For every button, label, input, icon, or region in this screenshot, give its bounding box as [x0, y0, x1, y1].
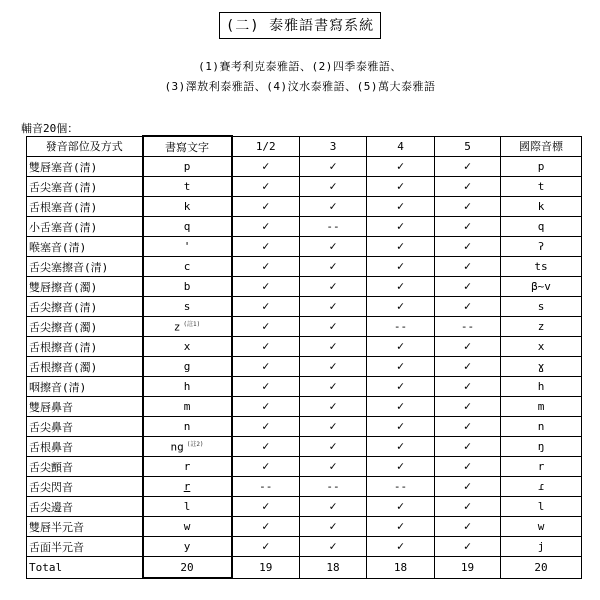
check-icon [435, 257, 501, 277]
check-icon: ✓ [329, 539, 337, 553]
writing-letter: ng [170, 440, 184, 454]
check-icon: ✓ [262, 399, 270, 413]
header-dialect-1-2: 1/2 [232, 136, 300, 157]
header-ipa: 國際音標 [501, 136, 582, 157]
table-row [27, 517, 582, 537]
articulation-cell: 喉塞音(清) [27, 237, 143, 257]
articulation-cell: 舌根擦音(清) [27, 337, 143, 357]
table-row [27, 377, 582, 397]
consonant-table [26, 135, 582, 579]
check-icon [232, 317, 300, 337]
table-row [27, 397, 582, 417]
articulation-cell: 舌尖鼻音 [27, 417, 143, 437]
table-row [27, 217, 582, 237]
check-icon: ✓ [396, 499, 405, 513]
check-icon [300, 237, 367, 257]
articulation-cell: 舌根擦音(濁) [27, 357, 143, 377]
check-icon [232, 377, 300, 397]
check-icon: ✓ [329, 399, 337, 413]
check-icon: ✓ [329, 319, 337, 333]
footnote-marker: (註1) [183, 321, 201, 329]
check-icon: ✓ [329, 159, 337, 173]
check-icon [300, 497, 367, 517]
table-row [27, 237, 582, 257]
check-icon [300, 337, 367, 357]
writing-cell [143, 157, 232, 177]
writing-letter: b [183, 280, 191, 293]
dash-mark: -- [435, 317, 501, 337]
articulation-cell: 舌尖邊音 [27, 497, 143, 517]
check-icon: ✓ [396, 439, 405, 453]
check-icon [232, 437, 300, 457]
check-icon [435, 357, 501, 377]
check-icon [367, 397, 435, 417]
page-title: (二) 泰雅語書寫系統 [219, 12, 381, 39]
check-icon: ✓ [396, 459, 405, 473]
ipa-cell: h [501, 377, 582, 397]
check-icon [435, 437, 501, 457]
table-row [27, 177, 582, 197]
check-icon: ✓ [262, 499, 270, 513]
writing-cell [143, 537, 232, 557]
ipa-cell: s [501, 297, 582, 317]
articulation-cell: 雙唇半元音 [27, 517, 143, 537]
check-icon [300, 317, 367, 337]
check-icon: ✓ [396, 379, 405, 393]
check-icon: ✓ [396, 539, 405, 553]
ipa-cell: ts [501, 257, 582, 277]
check-icon [232, 337, 300, 357]
check-icon [232, 457, 300, 477]
articulation-cell: 咽擦音(清) [27, 377, 143, 397]
writing-letter: q [183, 220, 191, 233]
articulation-cell: 小舌塞音(清) [27, 217, 143, 237]
articulation-cell: 舌尖塞音(清) [27, 177, 143, 197]
title-block [0, 12, 600, 39]
check-icon: ✓ [463, 519, 472, 533]
check-icon [367, 277, 435, 297]
check-icon [367, 197, 435, 217]
writing-letter: r [183, 460, 191, 473]
check-icon: ✓ [329, 499, 337, 513]
writing-cell [143, 417, 232, 437]
header-dialect-4: 4 [367, 136, 435, 157]
check-icon [435, 197, 501, 217]
check-icon [367, 157, 435, 177]
check-icon [367, 297, 435, 317]
check-icon: ✓ [396, 399, 405, 413]
writing-letter: l [183, 500, 191, 513]
writing-letter: k [183, 200, 191, 213]
header-dialect-3: 3 [300, 136, 367, 157]
articulation-cell: 舌尖塞擦音(清) [27, 257, 143, 277]
check-icon: ✓ [463, 279, 472, 293]
check-icon [367, 237, 435, 257]
check-icon [435, 477, 501, 497]
articulation-cell: 雙唇鼻音 [27, 397, 143, 417]
check-icon: ✓ [396, 159, 405, 173]
check-icon [232, 357, 300, 377]
check-icon [300, 537, 367, 557]
articulation-cell: 舌尖擦音(濁) [27, 317, 143, 337]
check-icon [435, 497, 501, 517]
check-icon: ✓ [329, 379, 337, 393]
writing-letter: n [183, 420, 191, 433]
check-icon [232, 537, 300, 557]
check-icon [232, 217, 300, 237]
dash-mark: -- [367, 317, 435, 337]
check-icon [435, 517, 501, 537]
check-icon [300, 297, 367, 317]
writing-cell [143, 217, 232, 237]
writing-letter: s [183, 300, 191, 313]
check-icon [232, 237, 300, 257]
writing-letter: c [183, 260, 191, 273]
table-row [27, 417, 582, 437]
writing-cell [143, 257, 232, 277]
check-icon: ✓ [262, 359, 270, 373]
writing-cell [143, 477, 232, 497]
ipa-cell: ŋ [501, 437, 582, 457]
writing-cell [143, 437, 232, 457]
check-icon [232, 257, 300, 277]
check-icon: ✓ [329, 199, 337, 213]
subtitle-line-2: (3)澤敖利泰雅語、(4)汶水泰雅語、(5)萬大泰雅語 [164, 80, 436, 93]
check-icon [367, 437, 435, 457]
check-icon: ✓ [396, 239, 405, 253]
check-icon: ✓ [396, 339, 405, 353]
check-icon [232, 157, 300, 177]
check-icon: ✓ [396, 179, 405, 193]
ipa-cell: k [501, 197, 582, 217]
check-icon [232, 277, 300, 297]
table-row [27, 357, 582, 377]
check-icon: ✓ [396, 219, 405, 233]
check-icon [300, 397, 367, 417]
check-icon: ✓ [329, 359, 337, 373]
check-icon [435, 337, 501, 357]
check-icon [367, 457, 435, 477]
check-icon [300, 417, 367, 437]
check-icon [300, 517, 367, 537]
check-icon: ✓ [329, 459, 337, 473]
check-icon [232, 497, 300, 517]
check-icon [232, 177, 300, 197]
check-icon [232, 197, 300, 217]
check-icon: ✓ [262, 439, 270, 453]
table-row [27, 477, 582, 497]
table-row [27, 497, 582, 517]
ipa-cell: l [501, 497, 582, 517]
check-icon [300, 157, 367, 177]
check-icon: ✓ [463, 399, 472, 413]
check-icon [300, 377, 367, 397]
check-icon: ✓ [463, 199, 472, 213]
check-icon [435, 457, 501, 477]
check-icon: ✓ [463, 499, 472, 513]
footnote-marker: (註2) [186, 441, 204, 449]
check-icon: ✓ [463, 159, 472, 173]
check-icon [232, 517, 300, 537]
check-icon: ✓ [262, 539, 270, 553]
ipa-cell: β~v [501, 277, 582, 297]
check-icon: ✓ [329, 259, 337, 273]
articulation-cell: 雙唇塞音(清) [27, 157, 143, 177]
check-icon: ✓ [463, 479, 472, 493]
check-icon [367, 377, 435, 397]
check-icon: ✓ [262, 219, 270, 233]
check-icon: ✓ [463, 419, 472, 433]
total-label: Total [27, 557, 143, 579]
ipa-cell: t [501, 177, 582, 197]
ipa-cell: r [501, 457, 582, 477]
check-icon: ✓ [329, 519, 337, 533]
writing-letter: z [173, 320, 181, 334]
total-dialect-1-2: 19 [232, 557, 300, 579]
check-icon [367, 257, 435, 277]
check-icon: ✓ [463, 359, 472, 373]
total-dialect-3: 18 [300, 557, 367, 579]
writing-cell [143, 497, 232, 517]
check-icon: ✓ [396, 279, 405, 293]
articulation-cell: 舌尖閃音 [27, 477, 143, 497]
check-icon [367, 177, 435, 197]
check-icon [367, 217, 435, 237]
writing-cell [143, 337, 232, 357]
dash-mark: -- [367, 477, 435, 497]
ipa-cell: n [501, 417, 582, 437]
articulation-cell: 舌根塞音(清) [27, 197, 143, 217]
check-icon: ✓ [463, 299, 472, 313]
writing-cell [143, 357, 232, 377]
writing-cell [143, 177, 232, 197]
writing-letter: m [183, 400, 191, 413]
check-icon: ✓ [463, 259, 472, 273]
check-icon: ✓ [262, 259, 270, 273]
check-icon [435, 277, 501, 297]
ipa-cell: ʔ [501, 237, 582, 257]
table-row [27, 337, 582, 357]
dash-mark: -- [232, 477, 300, 497]
check-icon [232, 417, 300, 437]
subtitle-line-1: (1)賽考利克泰雅語、(2)四季泰雅語、 [198, 60, 402, 73]
writing-cell [143, 457, 232, 477]
check-icon: ✓ [329, 339, 337, 353]
check-icon: ✓ [262, 519, 270, 533]
ipa-cell: q [501, 217, 582, 237]
header-articulation: 發音部位及方式 [27, 136, 143, 157]
ipa-cell: m [501, 397, 582, 417]
writing-cell [143, 517, 232, 537]
ipa-cell: w [501, 517, 582, 537]
check-icon: ✓ [463, 179, 472, 193]
writing-letter: p [183, 160, 191, 173]
articulation-cell: 雙唇擦音(濁) [27, 277, 143, 297]
table-header-row [27, 136, 582, 157]
check-icon: ✓ [463, 459, 472, 473]
check-icon [300, 177, 367, 197]
check-icon: ✓ [463, 539, 472, 553]
check-icon: ✓ [396, 259, 405, 273]
check-icon: ✓ [262, 299, 270, 313]
total-ipa: 20 [501, 557, 582, 579]
total-row [27, 557, 582, 579]
check-icon [300, 277, 367, 297]
check-icon [300, 457, 367, 477]
articulation-cell: 舌面半元音 [27, 537, 143, 557]
check-icon: ✓ [262, 319, 270, 333]
check-icon [367, 517, 435, 537]
check-icon: ✓ [329, 179, 337, 193]
check-icon: ✓ [329, 439, 337, 453]
table-row [27, 197, 582, 217]
check-icon [367, 497, 435, 517]
dash-mark: -- [300, 217, 367, 237]
check-icon: ✓ [262, 419, 270, 433]
table-row [27, 157, 582, 177]
ipa-cell: j [501, 537, 582, 557]
ipa-cell: x [501, 337, 582, 357]
check-icon: ✓ [396, 359, 405, 373]
check-icon [435, 297, 501, 317]
check-icon: ✓ [262, 339, 270, 353]
check-icon [232, 297, 300, 317]
check-icon [232, 397, 300, 417]
check-icon [367, 337, 435, 357]
check-icon [300, 357, 367, 377]
total-writing: 20 [143, 557, 232, 579]
writing-cell [143, 197, 232, 217]
check-icon [435, 217, 501, 237]
articulation-cell: 舌根鼻音 [27, 437, 143, 457]
writing-cell [143, 277, 232, 297]
check-icon [435, 377, 501, 397]
check-icon: ✓ [262, 279, 270, 293]
header-dialect-5: 5 [435, 136, 501, 157]
check-icon: ✓ [396, 519, 405, 533]
total-dialect-4: 18 [367, 557, 435, 579]
check-icon [435, 397, 501, 417]
check-icon: ✓ [463, 339, 472, 353]
check-icon: ✓ [463, 379, 472, 393]
check-icon: ✓ [329, 299, 337, 313]
table-row [27, 277, 582, 297]
check-icon [367, 537, 435, 557]
check-icon [435, 537, 501, 557]
writing-letter: h [183, 380, 191, 393]
check-icon: ✓ [329, 279, 337, 293]
table-row [27, 457, 582, 477]
table-row [27, 317, 582, 337]
check-icon [367, 417, 435, 437]
check-icon: ✓ [262, 379, 270, 393]
ipa-cell: p [501, 157, 582, 177]
check-icon [435, 177, 501, 197]
check-icon: ✓ [463, 239, 472, 253]
check-icon: ✓ [396, 419, 405, 433]
table-row [27, 437, 582, 457]
ipa-cell: ɾ [501, 477, 582, 497]
check-icon: ✓ [396, 299, 405, 313]
check-icon: ✓ [329, 419, 337, 433]
writing-letter: y [183, 540, 191, 553]
check-icon: ✓ [463, 439, 472, 453]
writing-cell [143, 377, 232, 397]
writing-letter: r [183, 480, 191, 493]
articulation-cell: 舌尖擦音(清) [27, 297, 143, 317]
check-icon: ✓ [262, 239, 270, 253]
check-icon: ✓ [262, 199, 270, 213]
writing-cell [143, 237, 232, 257]
total-dialect-5: 19 [435, 557, 501, 579]
check-icon [300, 257, 367, 277]
check-icon [435, 157, 501, 177]
table-row [27, 257, 582, 277]
check-icon: ✓ [262, 179, 270, 193]
check-icon: ✓ [329, 239, 337, 253]
table-row [27, 297, 582, 317]
articulation-cell: 舌尖顫音 [27, 457, 143, 477]
table-row [27, 537, 582, 557]
check-icon: ✓ [262, 159, 270, 173]
check-icon: ✓ [396, 199, 405, 213]
writing-letter: ' [183, 240, 191, 253]
writing-letter: g [183, 360, 191, 373]
check-icon [435, 237, 501, 257]
check-icon [367, 357, 435, 377]
check-icon [300, 197, 367, 217]
dash-mark: -- [300, 477, 367, 497]
writing-cell [143, 397, 232, 417]
writing-cell [143, 297, 232, 317]
writing-cell [143, 317, 232, 337]
writing-letter: x [183, 340, 191, 353]
check-icon: ✓ [262, 459, 270, 473]
ipa-cell: ɣ [501, 357, 582, 377]
consonant-count-label: 輔音20個： [21, 122, 79, 135]
ipa-cell: z [501, 317, 582, 337]
header-writing: 書寫文字 [143, 136, 232, 157]
writing-letter: t [183, 180, 191, 193]
check-icon [435, 417, 501, 437]
check-icon: ✓ [463, 219, 472, 233]
check-icon [300, 437, 367, 457]
writing-letter: w [183, 520, 191, 533]
